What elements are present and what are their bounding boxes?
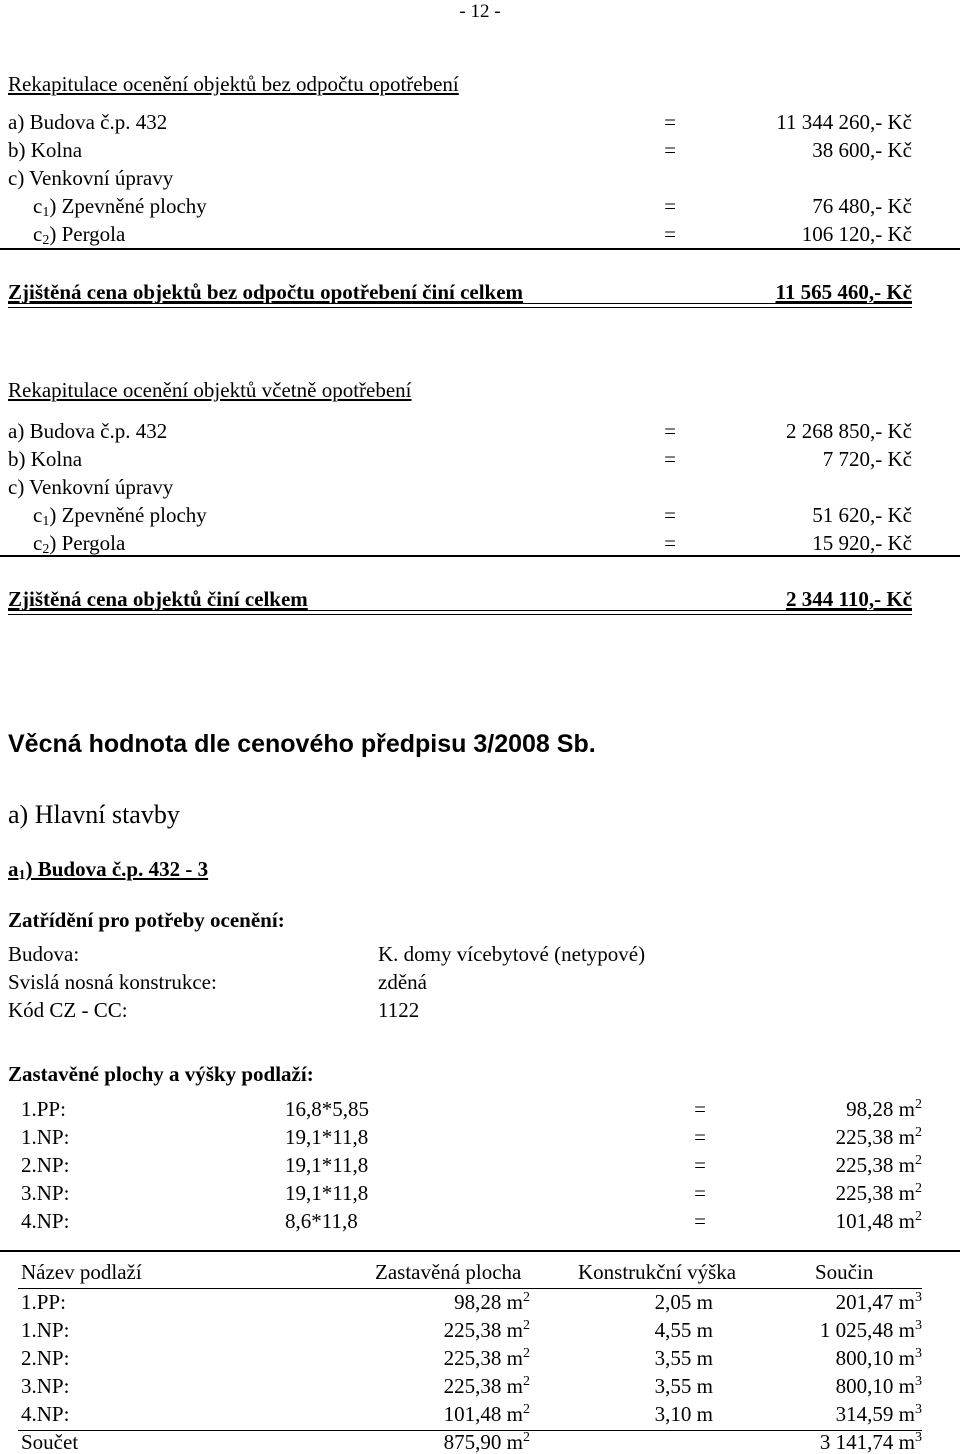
area-row-unit-exponent: 2: [915, 1153, 922, 1168]
recap2-row-equals: =: [664, 531, 676, 555]
table-header-product: Součin: [815, 1260, 874, 1284]
area-row-value-text: 225,38 m: [835, 1125, 915, 1149]
table-row-name: 4.NP:: [21, 1402, 70, 1426]
recap1-row-label-text: ) Pergola: [49, 222, 126, 246]
area-row-formula: 19,1*11,8: [285, 1153, 369, 1177]
recap1-row-label-prefix: c: [33, 194, 43, 218]
table-row-product-text: 314,59 m: [835, 1402, 915, 1426]
recap1-row-label-subscript: 2: [42, 233, 50, 248]
recap2-row-label: [8, 477, 173, 498]
area-row-equals: =: [694, 1097, 706, 1121]
table-row-product-exponent: 3: [915, 1318, 922, 1333]
table-row-area: [330, 1292, 530, 1313]
class-row-label: Kód CZ - CC:: [8, 998, 128, 1022]
recap1-row-equals: =: [664, 138, 676, 162]
area-row-equals: =: [694, 1181, 706, 1205]
recap2-row-label-text: a) Budova č.p. 432: [8, 419, 168, 443]
table-row-area: [330, 1432, 530, 1453]
table-row-area-text: 101,48 m: [443, 1402, 523, 1426]
area-row-floor: 2.NP:: [21, 1153, 70, 1177]
table-row-product-text: 800,10 m: [835, 1374, 915, 1398]
recap2-row-label-prefix: c: [33, 531, 43, 555]
area-row-value-text: 98,28 m: [846, 1097, 915, 1121]
recap2-row-label: [33, 531, 126, 557]
area-row-unit-exponent: 2: [915, 1097, 922, 1112]
class-title: Zatřídění pro potřeby ocenění:: [8, 908, 285, 932]
area-row-value: [730, 1155, 922, 1176]
recap1-row-value: 11 344 260,- Kč: [776, 110, 912, 134]
table-row-product: [722, 1432, 922, 1453]
recap2-row-label-text: ) Pergola: [49, 531, 126, 555]
table-row-height: 3,55 m: [654, 1346, 713, 1370]
table-row-product-text: 1 025,48 m: [819, 1318, 915, 1342]
table-row-product-exponent: 3: [915, 1430, 922, 1445]
table-header-rule: [18, 1288, 922, 1289]
table-top-separator: [0, 1250, 960, 1252]
area-row-formula: 16,8*5,85: [285, 1097, 369, 1121]
area-row-formula: 19,1*11,8: [285, 1125, 369, 1149]
table-row-height: 4,55 m: [654, 1318, 713, 1342]
area-row-equals: =: [694, 1125, 706, 1149]
class-row-label: Svislá nosná konstrukce:: [8, 970, 217, 994]
table-row-product-text: 3 141,74 m: [819, 1430, 915, 1454]
table-row-name: 2.NP:: [21, 1346, 70, 1370]
table-sum-rule: [18, 1430, 922, 1431]
table-row-name: 1.PP:: [21, 1290, 66, 1314]
recap2-row-label-prefix: c: [33, 503, 43, 527]
table-row-name: 3.NP:: [21, 1374, 70, 1398]
table-row-area-exponent: 2: [523, 1346, 530, 1361]
recap2-row-equals: =: [664, 503, 676, 527]
recap2-row-label-text: c) Venkovní úpravy: [8, 475, 174, 499]
areas-title: Zastavěné plochy a výšky podlaží:: [8, 1062, 314, 1086]
table-row-area: [330, 1320, 530, 1341]
area-row-value-text: 225,38 m: [835, 1153, 915, 1177]
recap2-row-value: 2 268 850,- Kč: [786, 419, 912, 443]
table-row-name: 1.NP:: [21, 1318, 70, 1342]
recap1-row-equals: =: [664, 194, 676, 218]
recap1-row-equals: =: [664, 110, 676, 134]
table-row-product: [722, 1404, 922, 1425]
class-row-value: zděná: [378, 970, 427, 994]
recap2-row-value: 15 920,- Kč: [812, 531, 912, 555]
recap2-total-value: 2 344 110,- Kč: [786, 587, 912, 611]
recap1-row-label-text: b) Kolna: [8, 138, 83, 162]
table-row-product: [722, 1320, 922, 1341]
recap2-total-label: Zjištěná cena objektů činí celkem: [8, 587, 308, 611]
table-row-product: [722, 1292, 922, 1313]
area-row-floor: 3.NP:: [21, 1181, 70, 1205]
recap1-row-label-prefix: c: [33, 222, 43, 246]
area-row-floor: 4.NP:: [21, 1209, 70, 1233]
recap1-row-label: [33, 222, 126, 248]
recap2-row-label-subscript: 2: [42, 542, 50, 557]
area-row-value-text: 225,38 m: [835, 1181, 915, 1205]
area-row-value-text: 101,48 m: [835, 1209, 915, 1233]
object-title: $a_1$) Budova č.p. 432 - 3: [8, 857, 209, 883]
recap1-row-label-subscript: 1: [42, 205, 50, 220]
class-row-label: Budova:: [8, 942, 80, 966]
table-row-area-exponent: 2: [523, 1430, 530, 1445]
recap1-separator: [0, 248, 960, 250]
table-row-height: 2,05 m: [654, 1290, 713, 1314]
recap2-row-value: 7 720,- Kč: [822, 447, 912, 471]
table-row-area: [330, 1348, 530, 1369]
recap1-row-label: [33, 194, 207, 220]
area-row-floor: 1.PP:: [21, 1097, 66, 1121]
page-number: - 12 -: [459, 1, 501, 22]
table-row-area-text: 875,90 m: [443, 1430, 523, 1454]
table-row-area-exponent: 2: [523, 1318, 530, 1333]
recap1-title: Rekapitulace ocenění objektů bez odpočtu opotřebení: [8, 72, 459, 96]
table-row-product: [722, 1348, 922, 1369]
table-row-product-exponent: 3: [915, 1290, 922, 1305]
table-header-height: Konstrukční výška: [578, 1260, 737, 1284]
recap1-row-label-text: ) Zpevněné plochy: [49, 194, 207, 218]
class-row-value: K. domy vícebytové (netypové): [378, 942, 646, 966]
recap1-row-label: [8, 140, 82, 161]
area-row-unit-exponent: 2: [915, 1125, 922, 1140]
table-row-area: [330, 1376, 530, 1397]
area-row-value: [730, 1183, 922, 1204]
table-row-name: Součet: [21, 1430, 79, 1454]
area-row-value: [730, 1211, 922, 1232]
area-row-formula: 8,6*11,8: [285, 1209, 358, 1233]
table-row-product-exponent: 3: [915, 1346, 922, 1361]
recap2-row-label-text: ) Zpevněné plochy: [49, 503, 207, 527]
table-row-area-text: 225,38 m: [443, 1374, 523, 1398]
table-row-area-exponent: 2: [523, 1374, 530, 1389]
recap1-row-equals: =: [664, 222, 676, 246]
table-row-area-exponent: 2: [523, 1290, 530, 1305]
vecna-subheading: a) Hlavní stavby: [8, 800, 180, 829]
recap1-total-value: 11 565 460,- Kč: [775, 280, 912, 304]
recap2-row-equals: =: [664, 419, 676, 443]
recap1-total-underline: [8, 303, 912, 308]
recap1-row-label-text: a) Budova č.p. 432: [8, 110, 168, 134]
table-row-area: [330, 1404, 530, 1425]
recap1-row-value: 76 480,- Kč: [812, 194, 912, 218]
table-row-product-text: 201,47 m: [835, 1290, 915, 1314]
recap2-row-value: 51 620,- Kč: [812, 503, 912, 527]
recap2-separator: [0, 555, 960, 557]
table-row-area-text: 98,28 m: [454, 1290, 523, 1314]
table-row-height: 3,55 m: [654, 1374, 713, 1398]
area-row-value: [730, 1127, 922, 1148]
table-header-name: Název podlaží: [21, 1260, 142, 1284]
table-row-product-exponent: 3: [915, 1374, 922, 1389]
recap2-row-label-subscript: 1: [42, 514, 50, 529]
table-row-area-text: 225,38 m: [443, 1318, 523, 1342]
recap2-row-label: [33, 503, 207, 529]
area-row-equals: =: [694, 1209, 706, 1233]
area-row-unit-exponent: 2: [915, 1181, 922, 1196]
recap1-row-value: 38 600,- Kč: [812, 138, 912, 162]
table-row-product-exponent: 3: [915, 1402, 922, 1417]
table-row-area-exponent: 2: [523, 1402, 530, 1417]
table-row-area-text: 225,38 m: [443, 1346, 523, 1370]
recap1-row-label: [8, 112, 167, 133]
class-row-value: 1122: [378, 998, 420, 1022]
table-row-product-text: 800,10 m: [835, 1346, 915, 1370]
recap1-row-label-text: c) Venkovní úpravy: [8, 166, 174, 190]
recap2-row-label: [8, 421, 167, 442]
recap2-row-equals: =: [664, 447, 676, 471]
area-row-floor: 1.NP:: [21, 1125, 70, 1149]
table-row-height: 3,10 m: [654, 1402, 713, 1426]
recap2-title: Rekapitulace ocenění objektů včetně opotřebení: [8, 378, 412, 402]
area-row-value: [730, 1099, 922, 1120]
recap2-row-label-text: b) Kolna: [8, 447, 83, 471]
recap1-row-label: [8, 168, 173, 189]
recap1-total-label: Zjištěná cena objektů bez odpočtu opotřebení činí celkem: [8, 280, 524, 304]
table-header-area: Zastavěná plocha: [375, 1260, 522, 1284]
area-row-formula: 19,1*11,8: [285, 1181, 369, 1205]
table-row-product: [722, 1376, 922, 1397]
recap1-row-value: 106 120,- Kč: [801, 222, 912, 246]
recap2-total-underline: [8, 610, 912, 615]
area-row-equals: =: [694, 1153, 706, 1177]
vecna-heading: Věcná hodnota dle cenového předpisu 3/2008 Sb.: [8, 730, 596, 758]
area-row-unit-exponent: 2: [915, 1209, 922, 1224]
recap2-row-label: [8, 449, 82, 470]
